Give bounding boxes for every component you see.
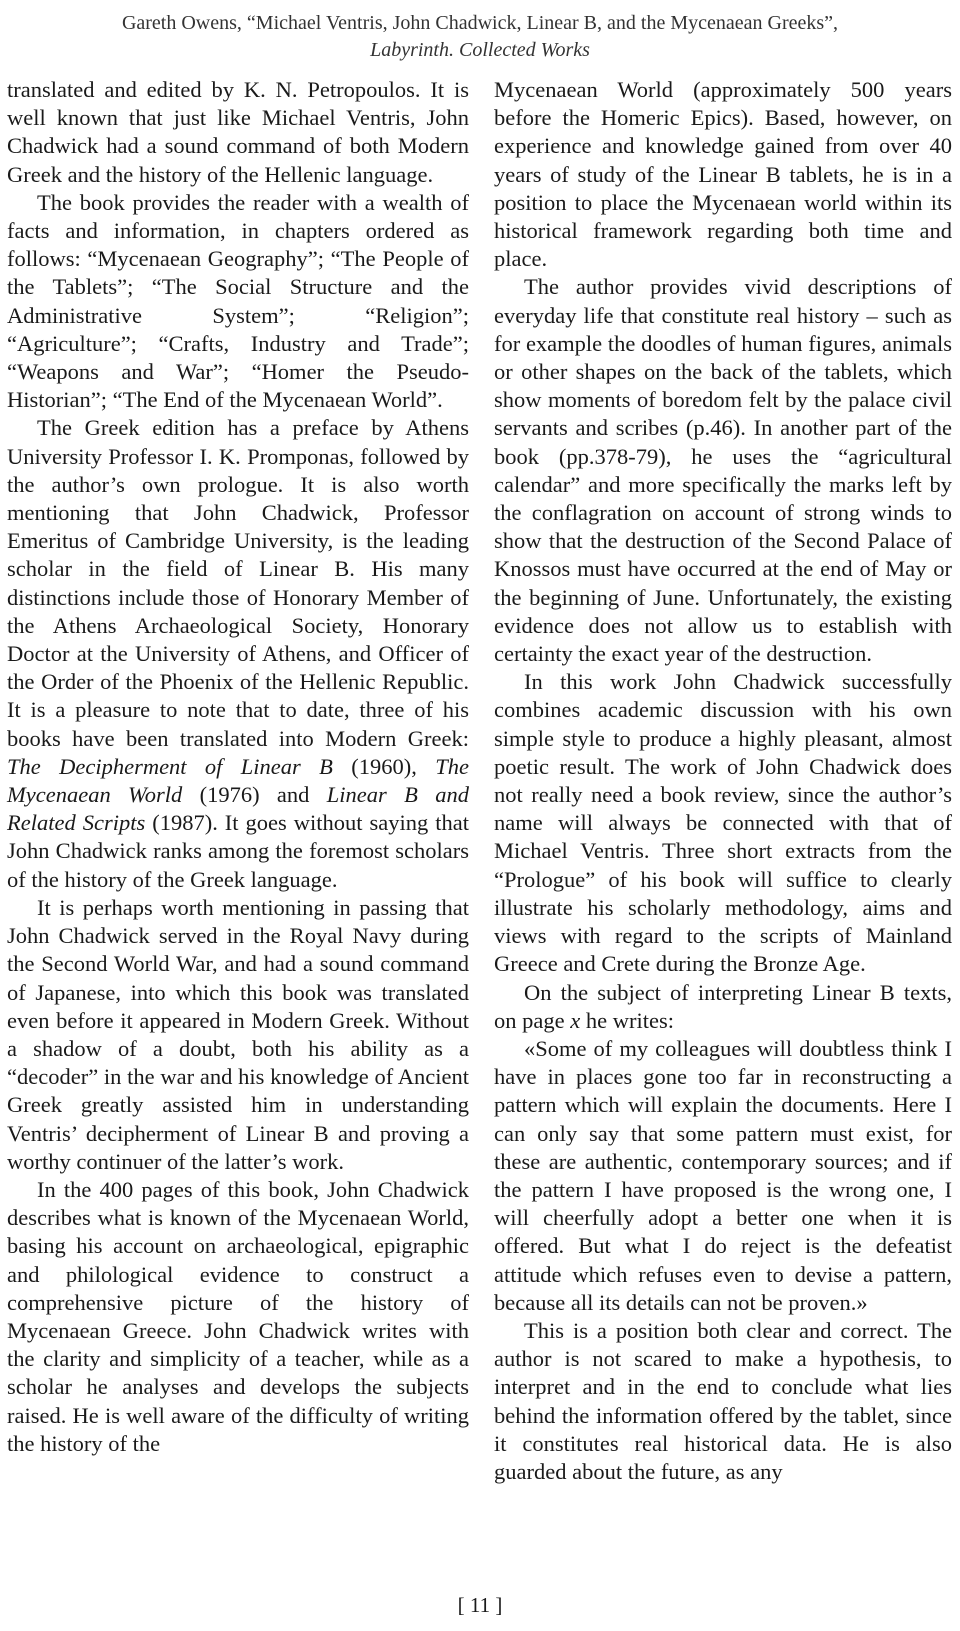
paragraph: It is perhaps worth mentioning in passing that John Chadwick served in the Royal Navy during the Second World War, and had a sound command of Japanese, into which this book was translated even before it appeared in Modern Greek. Without a shadow of a doubt, both his ability as a “decoder” in the war and his knowledge of Ancient Greek greatly assisted him in understanding Ventris’ decipherment of Linear B and proving a worthy continuer of the latter’s work. xyxy=(7,894,469,1174)
book-title: The Decipherment of Linear B xyxy=(7,753,333,779)
header-citation: Gareth Owens, “Michael Ventris, John Chadwick, Linear B, and the Mycenaean Greeks”, xyxy=(121,12,839,34)
paragraph: The book provides the reader with a wealth of facts and information, in chapters ordered as follows: “Mycenaean Geography”; “The People of the Tablets”; “The Social Structure and the Administrative System”; “Religion”; “Agriculture”; “Crafts, Industry and Trade”; “Weapons and War”; “Homer the Pseudo-Historian”; “The End of the Mycenaean World”. xyxy=(7,189,469,413)
page-number: [ 11 ] xyxy=(457,1593,503,1617)
paragraph-text: he writes: xyxy=(580,1007,674,1033)
paragraph: Mycenaean World (approximately 500 years before the Homeric Epics). Based, however, on experience and knowledge gained from over 40 years of study of the Linear B tablets, he is in a position to place the Mycenaean world within its historical framework regarding both time and place. xyxy=(494,77,952,272)
paragraph: In the 400 pages of this book, John Chadwick describes what is known of the Mycenaean World, basing his account on archaeological, epigraphic and philological evidence to construct a comprehensive picture of the history of Mycenaean Greece. John Chadwick writes with the clarity and simplicity of a teacher, while as a scholar he analyses and develops the subjects raised. He is well aware of the difficulty of writing the history of the xyxy=(7,1176,469,1456)
paragraph-text: The Greek edition has a preface by Athens University Professor I. K. Promponas, followed by the author’s own prologue. It is also worth mentioning that John Chadwick, Professor Emeritus of Cambridge University, is the leading scholar in the field of Linear B. His many distinctions include those of Honorary Member of the Athens Archaeological Society, Honorary Doctor at the University of Athens, and Officer of the Order of the Phoenix of the Hellenic Republic. It is a pleasure to note that to date, three of his books have been translated into Modern Greek: xyxy=(7,415,469,751)
paragraph xyxy=(7,414,469,893)
left-column xyxy=(7,76,469,1458)
paragraph: translated and edited by K. N. Petropoulos. It is well known that just like Michael Ventris, John Chadwick had a sound command of both Modern Greek and the history of the Hellenic language. xyxy=(7,77,469,187)
paragraph xyxy=(494,979,952,1035)
paragraph: This is a position both clear and correct. The author is not scared to make a hypothesis, to interpret and in the end to conclude what lies behind the information offered by the tablet, since it constitutes real historical data. He is also guarded about the future, as any xyxy=(494,1317,952,1484)
book-year: (1987). It goes without saying that John Chadwick ranks among the foremost scholars of the history of the Greek language. xyxy=(7,810,469,892)
book-title: The Mycenaean World xyxy=(7,753,469,808)
book-title: Linear B and Related Scripts xyxy=(7,782,469,836)
book-year: (1960), xyxy=(332,753,436,779)
quotation: «Some of my colleagues will doubtless think I have in places gone too far in reconstructing a pattern which will explain the documents. Here I can only say that some pattern must exist, for these are authentic, contemporary sources; and if the pattern I have proposed is the wrong one, I will cheerfully adopt a better one when it is offered. But what I do reject is the defeatist attitude which refuses even to devise a pattern, because all its details can not be proven.» xyxy=(494,1035,952,1315)
paragraph-text: On the subject of interpreting Linear B texts, on page xyxy=(494,979,952,1033)
running-header xyxy=(0,10,960,64)
paragraph: In this work John Chadwick successfully combines academic discussion with his own simple style to produce a highly pleasant, almost poetic result. The work of John Chadwick does not really need a book review, since the author’s name will always be connected with that of Michael Ventris. Three short extracts from the “Prologue” of his book will suffice to clearly illustrate his scholarly methodology, aims and views with regard to the scripts of Mainland Greece and Crete during the Bronze Age. xyxy=(494,669,952,977)
paragraph: The author provides vivid descriptions of everyday life that constitute real history – such as for example the doodles of human figures, animals or other shapes on the back of the tablets, which show moments of boredom felt by the palace civil servants and scribes (p.46). In another part of the book (pp.378-79), he uses the “agricultural calendar” and more specifically the marks left by the conflagration on account of strong winds to show that the destruction of the Second Palace of Knossos must have occurred at the end of May or the beginning of June. Unfortunately, the existing evidence does not allow us to establish with certainty the exact year of the destruction. xyxy=(494,274,952,667)
page-reference: x xyxy=(570,1007,581,1033)
book-year: (1976) and xyxy=(182,782,327,808)
right-column xyxy=(494,76,952,1486)
header-book-title: Labyrinth. Collected Works xyxy=(370,39,590,61)
